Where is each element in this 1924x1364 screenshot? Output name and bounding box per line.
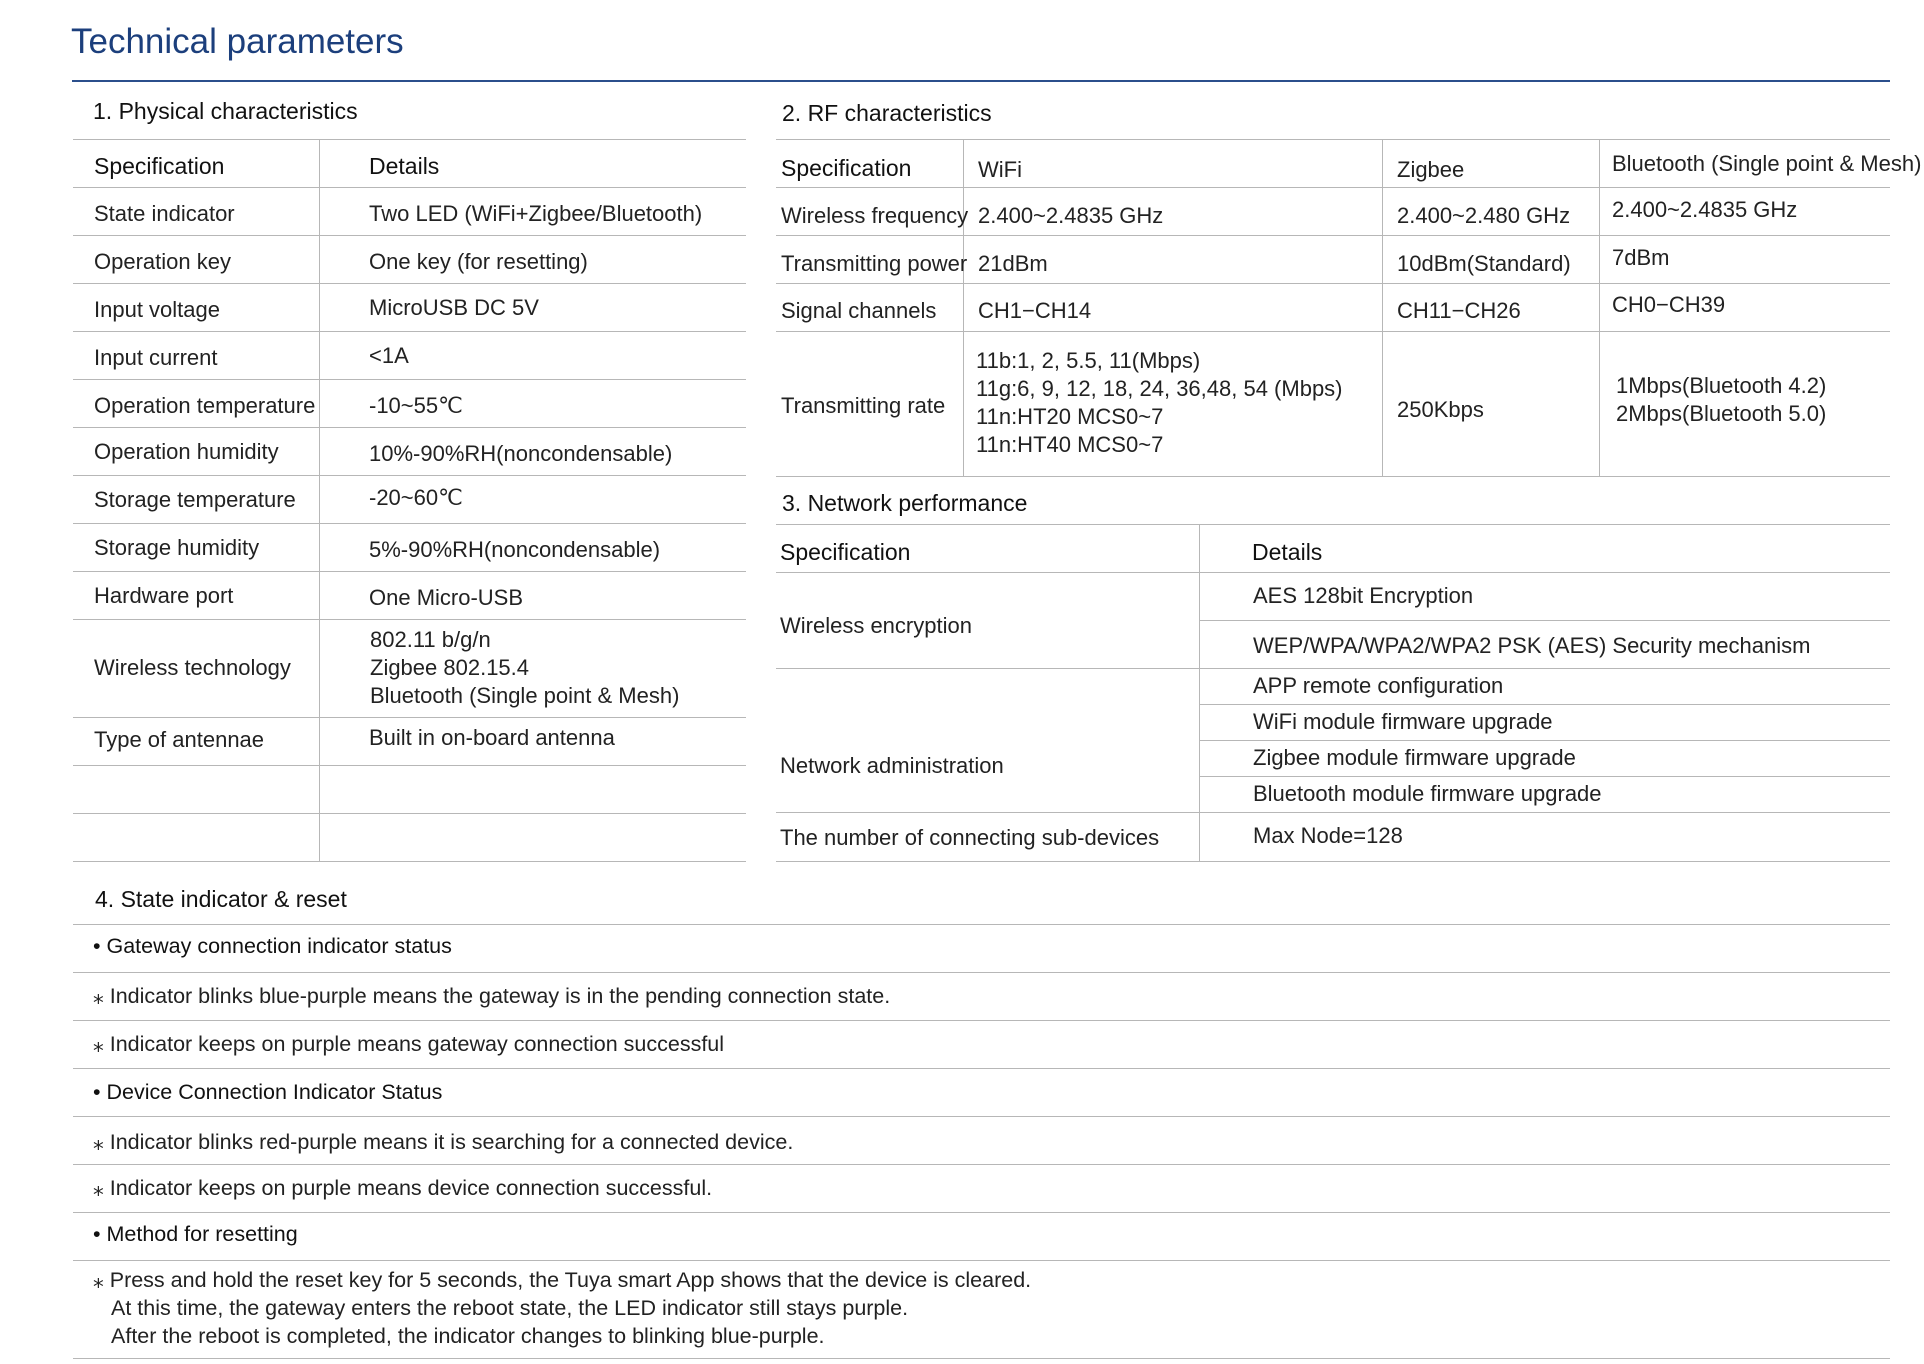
table-row-label: Operation humidity [94,439,279,464]
table-row-value: Bluetooth module firmware upgrade [1253,781,1602,806]
table-row-value: 802.11 b/g/n Zigbee 802.15.4 Bluetooth (Single point & Mesh) [370,627,680,708]
table-row-label: Input current [94,345,218,370]
table-row-label: The number of connecting sub-devices [780,825,1160,850]
table-row-value: Two LED (WiFi+Zigbee/Bluetooth) [369,201,703,226]
table-row-label: Transmitting power [781,251,968,276]
table-row-value: CH0−CH39 [1612,292,1726,317]
network-header-details: Details [1252,539,1323,565]
table-row-label: Type of antennae [94,727,265,752]
table-row-value: Zigbee module firmware upgrade [1253,745,1576,770]
table-row-value: 10%-90%RH(noncondensable) [369,441,673,466]
table-row-label: State indicator [94,201,235,226]
table-row-value: One key (for resetting) [369,249,588,274]
table-row-value: <1A [369,343,409,368]
table-row-value: APP remote configuration [1253,673,1504,698]
table-row-value: 250Kbps [1397,397,1484,422]
table-row-value: 2.400~2.480 GHz [1397,203,1571,228]
gateway-status-heading: • Gateway connection indicator status [93,934,452,958]
table-row-value: 21dBm [978,251,1048,276]
table-row-value: 2.400~2.4835 GHz [1612,197,1798,222]
list-item: At this time, the gateway enters the reboot state, the LED indicator still stays purple. [111,1296,909,1320]
table-row-label: Network administration [780,753,1004,778]
table-row-label: Operation temperature [94,393,316,418]
table-row-value: CH11−CH26 [1397,298,1521,323]
rf-header-bluetooth: Bluetooth (Single point & Mesh) [1612,151,1922,176]
table-row-value: One Micro-USB [369,585,524,610]
physical-header-spec: Specification [94,153,225,179]
table-row-label: Operation key [94,249,231,274]
table-row-value: AES 128bit Encryption [1253,583,1474,608]
state-section-title: 4. State indicator & reset [95,886,347,912]
table-row-label: Storage humidity [94,535,260,560]
rf-header-zigbee: Zigbee [1397,157,1465,182]
title-rule [72,80,1890,82]
table-row-value: -10~55℃ [369,393,463,418]
table-row-value: 5%-90%RH(noncondensable) [369,537,661,562]
table-row-value: 1Mbps(Bluetooth 4.2) 2Mbps(Bluetooth 5.0) [1616,373,1827,426]
rf-section-title: 2. RF characteristics [782,100,992,126]
table-row-label: Signal channels [781,298,937,323]
table-row-value: -20~60℃ [369,485,463,510]
table-row-value: WEP/WPA/WPA2/WPA2 PSK (AES) Security mechanism [1253,633,1811,658]
list-item: ⁎ Indicator blinks blue-purple means the gateway is in the pending connection state. [93,984,891,1008]
network-section-title: 3. Network performance [782,490,1028,516]
page-title: Technical parameters [71,22,404,61]
table-row-label: Wireless encryption [780,613,972,638]
physical-section-title: 1. Physical characteristics [93,98,358,124]
physical-header-details: Details [369,153,440,179]
list-item: After the reboot is completed, the indicator changes to blinking blue-purple. [111,1324,825,1348]
table-row-label: Wireless frequency [781,203,969,228]
reset-method-heading: • Method for resetting [93,1222,298,1246]
table-row-value: WiFi module firmware upgrade [1253,709,1553,734]
list-item: ⁎ Indicator keeps on purple means gateway connection successful [93,1032,725,1056]
table-row-label: Hardware port [94,583,234,608]
table-row-value: 2.400~2.4835 GHz [978,203,1164,228]
table-row-value: MicroUSB DC 5V [369,295,539,320]
table-row-value: 11b:1, 2, 5.5, 11(Mbps) 11g:6, 9, 12, 18, 24, 36,48, 54 (Mbps) 11n:HT20 MCS0~7 11n:HT40 MCS0~7 [976,348,1343,457]
list-item: ⁎ Press and hold the reset key for 5 seconds, the Tuya smart App shows that the device is cleared. [93,1268,1032,1292]
table-row-label: Wireless technology [94,655,291,680]
table-row-label: Input voltage [94,297,220,322]
network-header-spec: Specification [780,539,911,565]
rf-header-spec: Specification [781,155,912,181]
table-row-label: Transmitting rate [781,393,946,418]
list-item: ⁎ Indicator keeps on purple means device connection successful. [93,1176,713,1200]
rf-header-wifi: WiFi [978,157,1022,182]
table-row-value: CH1−CH14 [978,298,1092,323]
table-row-value: 10dBm(Standard) [1397,251,1571,276]
list-item: ⁎ Indicator blinks red-purple means it is searching for a connected device. [93,1130,794,1154]
table-row-label: Storage temperature [94,487,296,512]
device-status-heading: • Device Connection Indicator Status [93,1080,443,1104]
table-row-value: 7dBm [1612,245,1670,270]
table-row-value: Max Node=128 [1253,823,1403,848]
table-row-value: Built in on-board antenna [369,725,615,750]
